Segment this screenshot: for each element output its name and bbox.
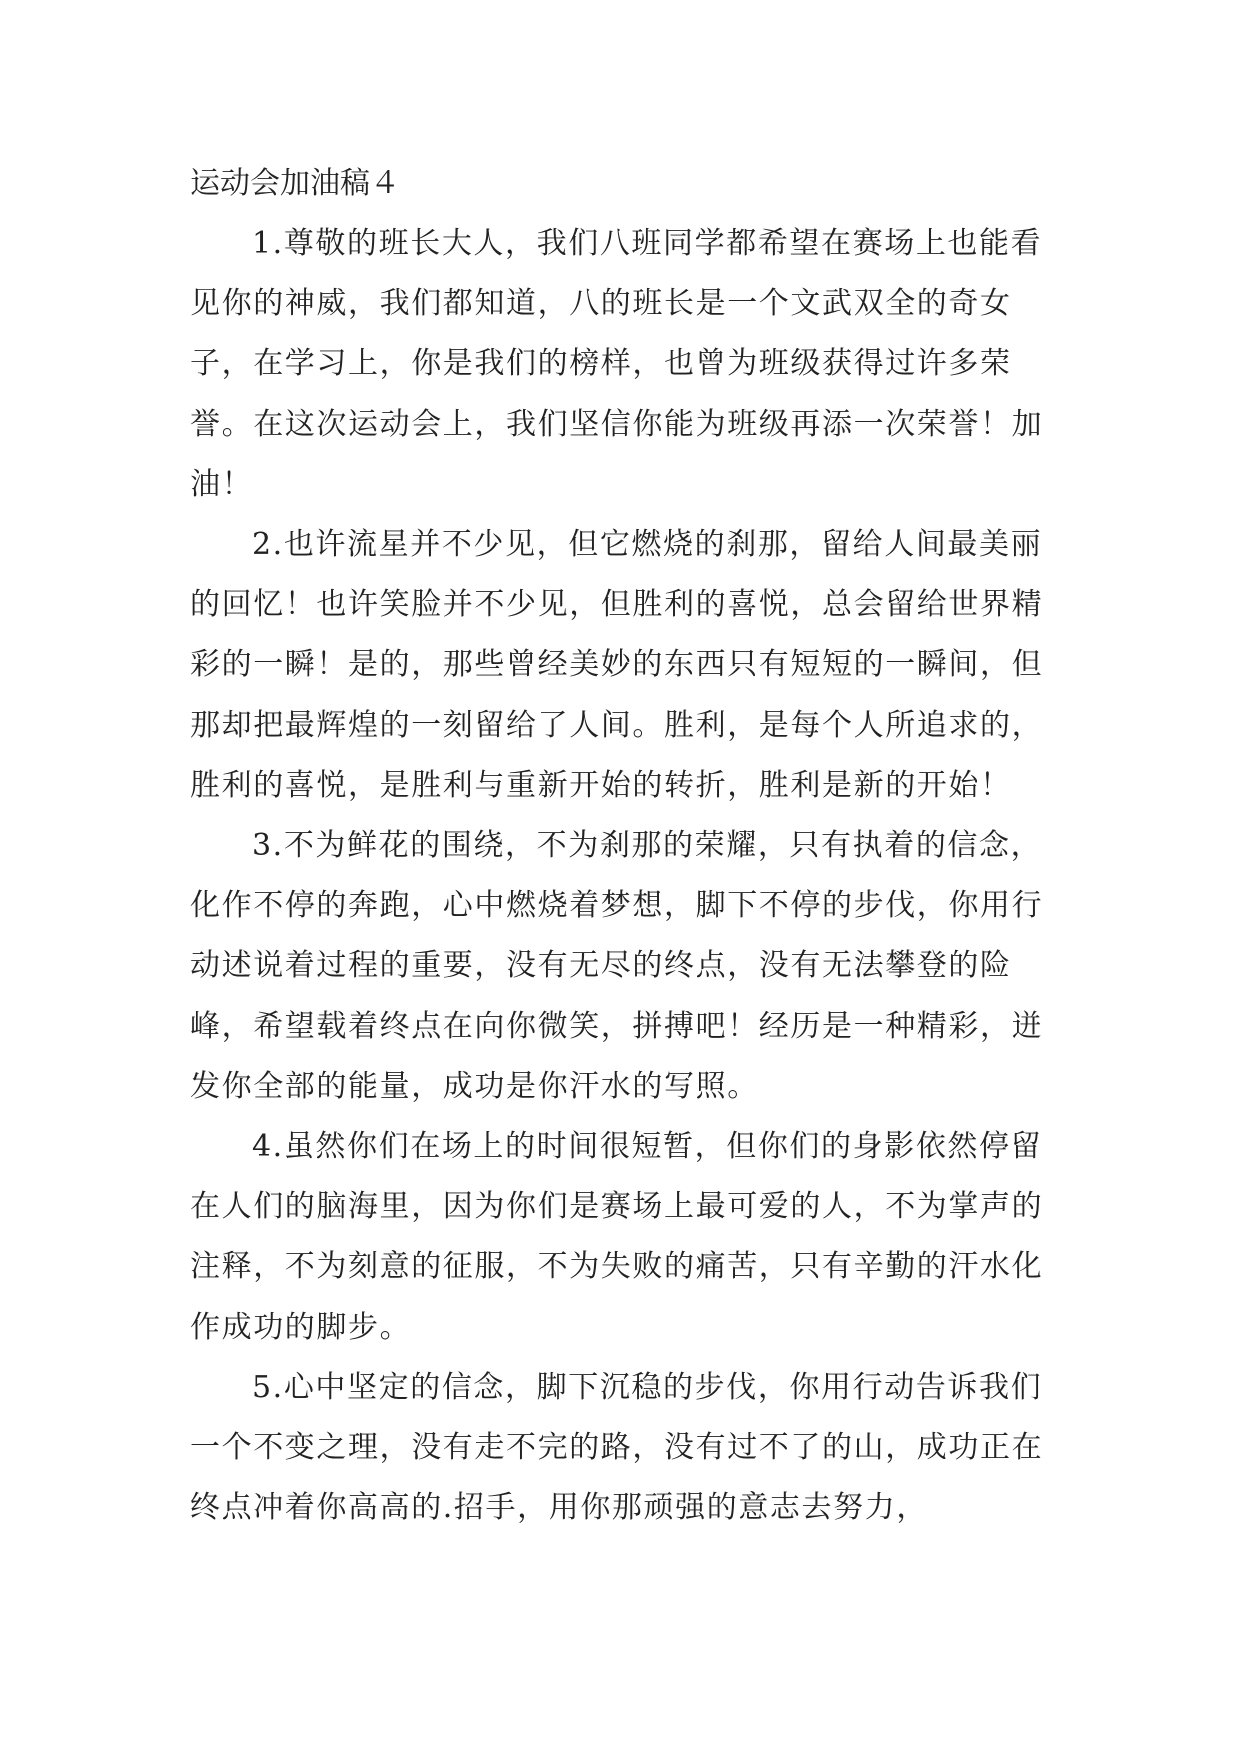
paragraph-4: 4.虽然你们在场上的时间很短暂，但你们的身影依然停留在人们的脑海里，因为你们是赛场上最可爱的人，不为掌声的注释，不为刻意的征服，不为失败的痛苦，只有辛勤的汗水化作成功的脚步。 [190,1129,1044,1345]
paragraph-3: 3.不为鲜花的围绕，不为刹那的荣耀，只有执着的信念，化作不停的奔跑，心中燃烧着梦想，脚下不停的步伐，你用行动述说着过程的重要，没有无尽的终点，没有无法攀登的险峰，希望载着终点在向你微笑，拼搏吧！经历是一种精彩，迸发你全部的能量，成功是你汗水的写照。 [190,828,1044,1104]
document-title: 运动会加油稿４ [190,166,400,201]
document-content [190,154,1052,1538]
paragraph-5: 5.心中坚定的信念，脚下沉稳的步伐，你用行动告诉我们一个不变之理，没有走不完的路，没有过不了的山，成功正在终点冲着你高高的.招手，用你那顽强的意志去努力， [190,1369,1044,1526]
paragraph-2: 2.也许流星并不少见，但它燃烧的刹那，留给人间最美丽的回忆！也许笑脸并不少见，但胜利的喜悦，总会留给世界精彩的一瞬！是的，那些曾经美妙的东西只有短短的一瞬间，但那却把最辉煌的一刻留给了人间。胜利，是每个人所追求的，胜利的喜悦，是胜利与重新开始的转折，胜利是新的开始！ [190,527,1044,803]
paragraph-1: 1.尊敬的班长大人，我们八班同学都希望在赛场上也能看见你的神威，我们都知道，八的班长是一个文武双全的奇女子，在学习上，你是我们的榜样，也曾为班级获得过许多荣誉。在这次运动会上，我们坚信你能为班级再添一次荣誉！加油！ [190,226,1044,502]
